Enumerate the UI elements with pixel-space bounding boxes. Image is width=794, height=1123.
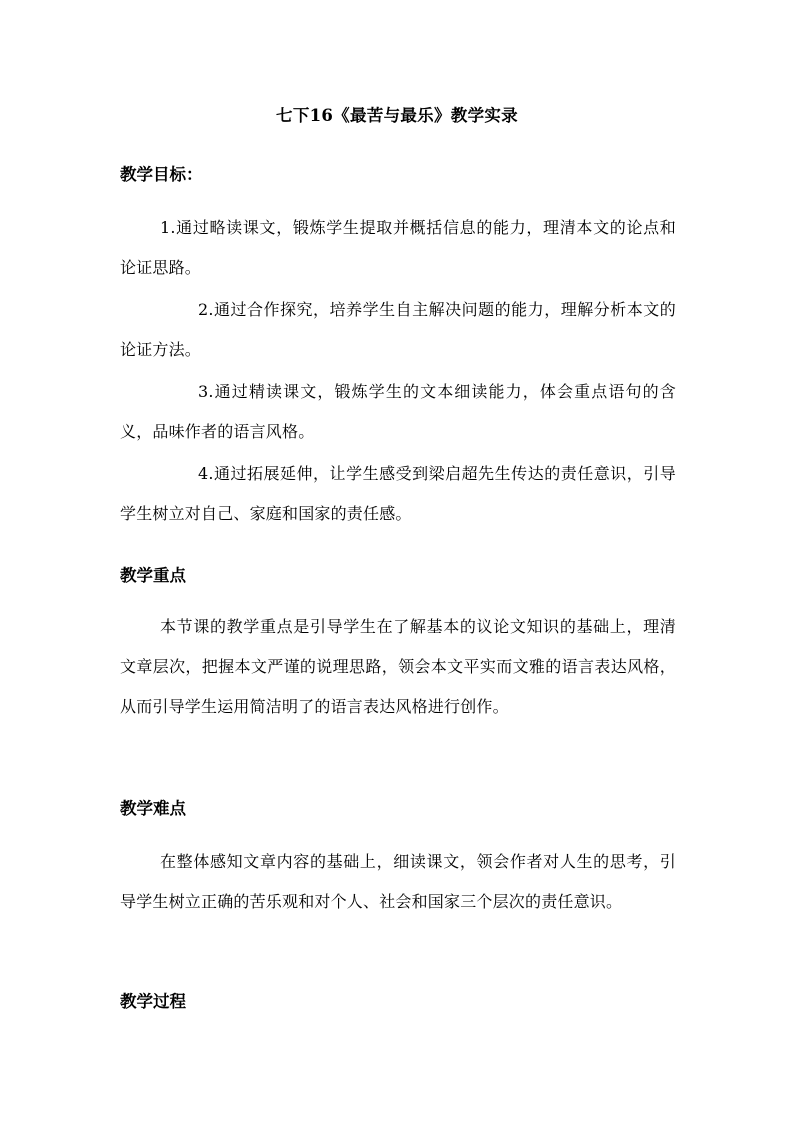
objective-item-2: 2.通过合作探究，培养学生自主解决问题的能力，理解分析本文的论证方法。 (120, 300, 676, 359)
key-points-body: 本节课的教学重点是引导学生在了解基本的议论文知识的基础上，理清文章层次，把握本文严谨的说理思路，领会本文平实而文雅的语言表达风格，从而引导学生运用简洁明了的语言表达风格进行创作。 (120, 617, 676, 716)
difficulties-body: 在整体感知文章内容的基础上，细读课文，领会作者对人生的思考，引导学生树立正确的苦乐观和对个人、社会和国家三个层次的责任意识。 (120, 852, 676, 911)
objective-item-3: 3.通过精读课文，锻炼学生的文本细读能力，体会重点语句的含义，品味作者的语言风格。 (120, 382, 676, 441)
key-points-heading: 教学重点 (120, 566, 186, 585)
document-title: 七下16《最苦与最乐》教学实录 (276, 106, 518, 125)
difficulties-heading: 教学难点 (120, 799, 186, 818)
objectives-heading: 教学目标： (120, 165, 203, 184)
process-heading: 教学过程 (120, 992, 186, 1011)
objective-item-4: 4.通过拓展延伸，让学生感受到梁启超先生传达的责任意识，引导学生树立对自己、家庭和国家的责任感。 (120, 464, 676, 523)
objective-item-1: 1.通过略读课文，锻炼学生提取并概括信息的能力，理清本文的论点和论证思路。 (120, 218, 676, 277)
